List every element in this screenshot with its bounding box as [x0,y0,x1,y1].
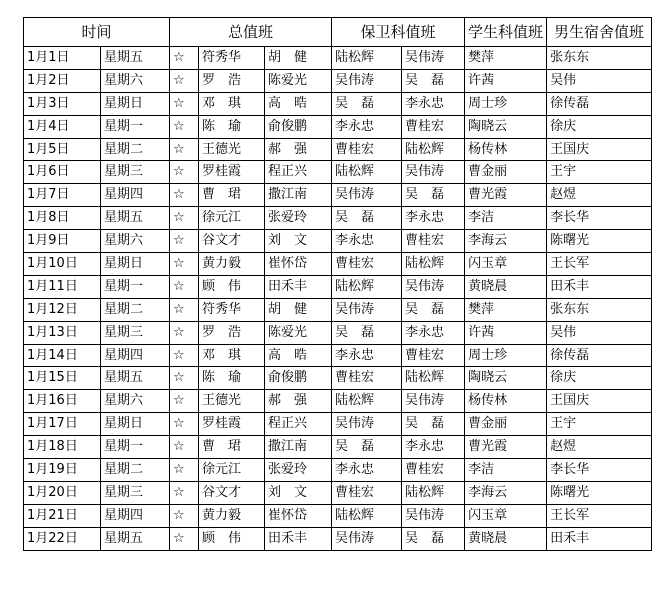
general-duty-2-cell: 张爱玲 [265,459,332,482]
star-icon: ☆ [170,413,199,436]
security-duty-1-cell: 吴 磊 [332,92,402,115]
security-duty-1-cell: 陆松辉 [332,275,402,298]
general-duty-1-cell: 徐元江 [199,207,265,230]
weekday-cell: 星期日 [101,92,170,115]
general-duty-1-cell: 陈 瑜 [199,115,265,138]
table-row [24,344,652,367]
general-duty-1-cell: 谷文才 [199,481,265,504]
general-duty-1-cell: 曹 珺 [199,184,265,207]
general-duty-2-cell: 胡 健 [265,298,332,321]
student-duty-cell: 李洁 [465,459,547,482]
weekday-cell: 星期二 [101,298,170,321]
star-icon: ☆ [170,253,199,276]
security-duty-2-cell: 李永忠 [402,321,465,344]
general-duty-2-cell: 程正兴 [265,161,332,184]
security-duty-2-cell: 李永忠 [402,436,465,459]
date-cell: 1月3日 [24,92,101,115]
student-duty-cell: 黄晓晨 [465,527,547,550]
table-row [24,459,652,482]
general-duty-1-cell: 王德光 [199,138,265,161]
star-icon: ☆ [170,207,199,230]
header-time: 时间 [24,18,170,47]
student-duty-cell: 杨传林 [465,138,547,161]
male-dorm-duty-cell: 王宇 [547,161,652,184]
date-cell: 1月2日 [24,69,101,92]
table-row [24,481,652,504]
male-dorm-duty-cell: 王长军 [547,504,652,527]
star-icon: ☆ [170,69,199,92]
general-duty-1-cell: 王德光 [199,390,265,413]
table-row [24,115,652,138]
male-dorm-duty-cell: 王国庆 [547,138,652,161]
male-dorm-duty-cell: 吴伟 [547,321,652,344]
date-cell: 1月8日 [24,207,101,230]
table-row [24,367,652,390]
male-dorm-duty-cell: 田禾丰 [547,275,652,298]
date-cell: 1月19日 [24,459,101,482]
table-row [24,92,652,115]
general-duty-2-cell: 张爱玲 [265,207,332,230]
student-duty-cell: 李洁 [465,207,547,230]
student-duty-cell: 闪玉章 [465,504,547,527]
star-icon: ☆ [170,230,199,253]
table-row [24,47,652,70]
general-duty-2-cell: 撒江南 [265,184,332,207]
security-duty-1-cell: 吴伟涛 [332,527,402,550]
male-dorm-duty-cell: 陈曙光 [547,481,652,504]
security-duty-2-cell: 曹桂宏 [402,459,465,482]
date-cell: 1月15日 [24,367,101,390]
star-icon: ☆ [170,92,199,115]
security-duty-1-cell: 吴 磊 [332,207,402,230]
general-duty-1-cell: 徐元江 [199,459,265,482]
weekday-cell: 星期六 [101,69,170,92]
student-duty-cell: 曹光霞 [465,436,547,459]
star-icon: ☆ [170,459,199,482]
male-dorm-duty-cell: 徐传磊 [547,92,652,115]
student-duty-cell: 许茜 [465,321,547,344]
security-duty-1-cell: 陆松辉 [332,504,402,527]
general-duty-1-cell: 罗 浩 [199,69,265,92]
security-duty-2-cell: 李永忠 [402,92,465,115]
security-duty-2-cell: 吴伟涛 [402,161,465,184]
general-duty-1-cell: 黄力毅 [199,504,265,527]
weekday-cell: 星期五 [101,527,170,550]
student-duty-cell: 李海云 [465,230,547,253]
general-duty-2-cell: 田禾丰 [265,275,332,298]
security-duty-2-cell: 吴 磊 [402,298,465,321]
weekday-cell: 星期三 [101,321,170,344]
weekday-cell: 星期二 [101,138,170,161]
security-duty-2-cell: 李永忠 [402,207,465,230]
security-duty-1-cell: 曹桂宏 [332,481,402,504]
security-duty-2-cell: 吴 磊 [402,527,465,550]
student-duty-cell: 周士珍 [465,92,547,115]
table-row [24,230,652,253]
student-duty-cell: 樊萍 [465,298,547,321]
table-row [24,69,652,92]
security-duty-1-cell: 吴伟涛 [332,69,402,92]
general-duty-1-cell: 罗桂霞 [199,413,265,436]
date-cell: 1月7日 [24,184,101,207]
table-row [24,436,652,459]
star-icon: ☆ [170,481,199,504]
male-dorm-duty-cell: 徐庆 [547,367,652,390]
table-row [24,207,652,230]
table-row [24,504,652,527]
star-icon: ☆ [170,321,199,344]
male-dorm-duty-cell: 李长华 [547,207,652,230]
general-duty-1-cell: 邓 琪 [199,92,265,115]
table-header-row [24,18,652,47]
security-duty-1-cell: 曹桂宏 [332,367,402,390]
security-duty-1-cell: 曹桂宏 [332,138,402,161]
general-duty-2-cell: 陈爱光 [265,321,332,344]
general-duty-1-cell: 邓 琪 [199,344,265,367]
general-duty-1-cell: 罗桂霞 [199,161,265,184]
student-duty-cell: 陶晓云 [465,115,547,138]
date-cell: 1月16日 [24,390,101,413]
weekday-cell: 星期四 [101,184,170,207]
weekday-cell: 星期二 [101,459,170,482]
male-dorm-duty-cell: 赵煜 [547,436,652,459]
general-duty-1-cell: 符秀华 [199,298,265,321]
security-duty-1-cell: 吴 磊 [332,436,402,459]
security-duty-1-cell: 李永忠 [332,459,402,482]
security-duty-2-cell: 吴伟涛 [402,504,465,527]
header-male-dorm-duty: 男生宿舍值班 [547,18,652,47]
general-duty-2-cell: 高 晧 [265,344,332,367]
general-duty-2-cell: 撒江南 [265,436,332,459]
weekday-cell: 星期三 [101,161,170,184]
security-duty-1-cell: 陆松辉 [332,161,402,184]
weekday-cell: 星期五 [101,367,170,390]
security-duty-2-cell: 曹桂宏 [402,230,465,253]
general-duty-2-cell: 田禾丰 [265,527,332,550]
security-duty-1-cell: 吴伟涛 [332,184,402,207]
star-icon: ☆ [170,275,199,298]
security-duty-2-cell: 陆松辉 [402,138,465,161]
general-duty-1-cell: 曹 珺 [199,436,265,459]
student-duty-cell: 杨传林 [465,390,547,413]
security-duty-2-cell: 吴 磊 [402,413,465,436]
general-duty-2-cell: 陈爱光 [265,69,332,92]
general-duty-1-cell: 陈 瑜 [199,367,265,390]
date-cell: 1月20日 [24,481,101,504]
student-duty-cell: 陶晓云 [465,367,547,390]
star-icon: ☆ [170,184,199,207]
general-duty-2-cell: 俞俊鹏 [265,115,332,138]
student-duty-cell: 李海云 [465,481,547,504]
star-icon: ☆ [170,367,199,390]
weekday-cell: 星期日 [101,413,170,436]
male-dorm-duty-cell: 陈曙光 [547,230,652,253]
weekday-cell: 星期四 [101,504,170,527]
date-cell: 1月6日 [24,161,101,184]
general-duty-2-cell: 刘 文 [265,481,332,504]
star-icon: ☆ [170,527,199,550]
date-cell: 1月5日 [24,138,101,161]
star-icon: ☆ [170,298,199,321]
weekday-cell: 星期六 [101,390,170,413]
general-duty-2-cell: 郝 强 [265,390,332,413]
weekday-cell: 星期六 [101,230,170,253]
date-cell: 1月12日 [24,298,101,321]
star-icon: ☆ [170,436,199,459]
security-duty-2-cell: 陆松辉 [402,481,465,504]
star-icon: ☆ [170,504,199,527]
star-icon: ☆ [170,47,199,70]
general-duty-1-cell: 顾 伟 [199,275,265,298]
date-cell: 1月22日 [24,527,101,550]
table-row [24,390,652,413]
date-cell: 1月9日 [24,230,101,253]
weekday-cell: 星期四 [101,344,170,367]
weekday-cell: 星期一 [101,275,170,298]
weekday-cell: 星期三 [101,481,170,504]
general-duty-2-cell: 胡 健 [265,47,332,70]
student-duty-cell: 樊萍 [465,47,547,70]
security-duty-2-cell: 吴伟涛 [402,390,465,413]
male-dorm-duty-cell: 张东东 [547,298,652,321]
security-duty-2-cell: 陆松辉 [402,367,465,390]
male-dorm-duty-cell: 李长华 [547,459,652,482]
star-icon: ☆ [170,390,199,413]
date-cell: 1月4日 [24,115,101,138]
date-cell: 1月14日 [24,344,101,367]
general-duty-2-cell: 郝 强 [265,138,332,161]
general-duty-1-cell: 黄力毅 [199,253,265,276]
general-duty-2-cell: 程正兴 [265,413,332,436]
security-duty-1-cell: 吴伟涛 [332,413,402,436]
general-duty-2-cell: 崔怀岱 [265,253,332,276]
security-duty-2-cell: 吴伟涛 [402,275,465,298]
male-dorm-duty-cell: 王国庆 [547,390,652,413]
general-duty-1-cell: 罗 浩 [199,321,265,344]
male-dorm-duty-cell: 吴伟 [547,69,652,92]
weekday-cell: 星期一 [101,115,170,138]
male-dorm-duty-cell: 徐传磊 [547,344,652,367]
male-dorm-duty-cell: 王长军 [547,253,652,276]
male-dorm-duty-cell: 王宇 [547,413,652,436]
security-duty-2-cell: 吴伟涛 [402,47,465,70]
general-duty-1-cell: 顾 伟 [199,527,265,550]
date-cell: 1月13日 [24,321,101,344]
header-security-duty: 保卫科值班 [332,18,465,47]
security-duty-1-cell: 李永忠 [332,230,402,253]
student-duty-cell: 黄晓晨 [465,275,547,298]
general-duty-1-cell: 符秀华 [199,47,265,70]
general-duty-2-cell: 俞俊鹏 [265,367,332,390]
table-row [24,253,652,276]
table-row [24,161,652,184]
security-duty-1-cell: 陆松辉 [332,47,402,70]
security-duty-1-cell: 李永忠 [332,115,402,138]
general-duty-1-cell: 谷文才 [199,230,265,253]
student-duty-cell: 许茜 [465,69,547,92]
general-duty-2-cell: 高 晧 [265,92,332,115]
star-icon: ☆ [170,161,199,184]
table-row [24,321,652,344]
male-dorm-duty-cell: 徐庆 [547,115,652,138]
weekday-cell: 星期日 [101,253,170,276]
duty-schedule-table [23,17,652,551]
male-dorm-duty-cell: 赵煜 [547,184,652,207]
security-duty-1-cell: 曹桂宏 [332,253,402,276]
table-row [24,138,652,161]
table-row [24,527,652,550]
general-duty-2-cell: 崔怀岱 [265,504,332,527]
date-cell: 1月11日 [24,275,101,298]
security-duty-1-cell: 李永忠 [332,344,402,367]
star-icon: ☆ [170,138,199,161]
security-duty-2-cell: 陆松辉 [402,253,465,276]
star-icon: ☆ [170,115,199,138]
male-dorm-duty-cell: 张东东 [547,47,652,70]
security-duty-2-cell: 曹桂宏 [402,115,465,138]
date-cell: 1月17日 [24,413,101,436]
table-row [24,413,652,436]
date-cell: 1月18日 [24,436,101,459]
security-duty-1-cell: 吴伟涛 [332,298,402,321]
student-duty-cell: 曹金丽 [465,413,547,436]
student-duty-cell: 周士珍 [465,344,547,367]
male-dorm-duty-cell: 田禾丰 [547,527,652,550]
student-duty-cell: 闪玉章 [465,253,547,276]
table-row [24,275,652,298]
header-general-duty: 总值班 [170,18,332,47]
security-duty-2-cell: 吴 磊 [402,184,465,207]
general-duty-2-cell: 刘 文 [265,230,332,253]
security-duty-1-cell: 陆松辉 [332,390,402,413]
student-duty-cell: 曹金丽 [465,161,547,184]
date-cell: 1月21日 [24,504,101,527]
weekday-cell: 星期五 [101,47,170,70]
date-cell: 1月10日 [24,253,101,276]
student-duty-cell: 曹光霞 [465,184,547,207]
weekday-cell: 星期一 [101,436,170,459]
table-row [24,298,652,321]
table-row [24,184,652,207]
date-cell: 1月1日 [24,47,101,70]
security-duty-2-cell: 吴 磊 [402,69,465,92]
star-icon: ☆ [170,344,199,367]
security-duty-1-cell: 吴 磊 [332,321,402,344]
weekday-cell: 星期五 [101,207,170,230]
header-student-duty: 学生科值班 [465,18,547,47]
security-duty-2-cell: 曹桂宏 [402,344,465,367]
